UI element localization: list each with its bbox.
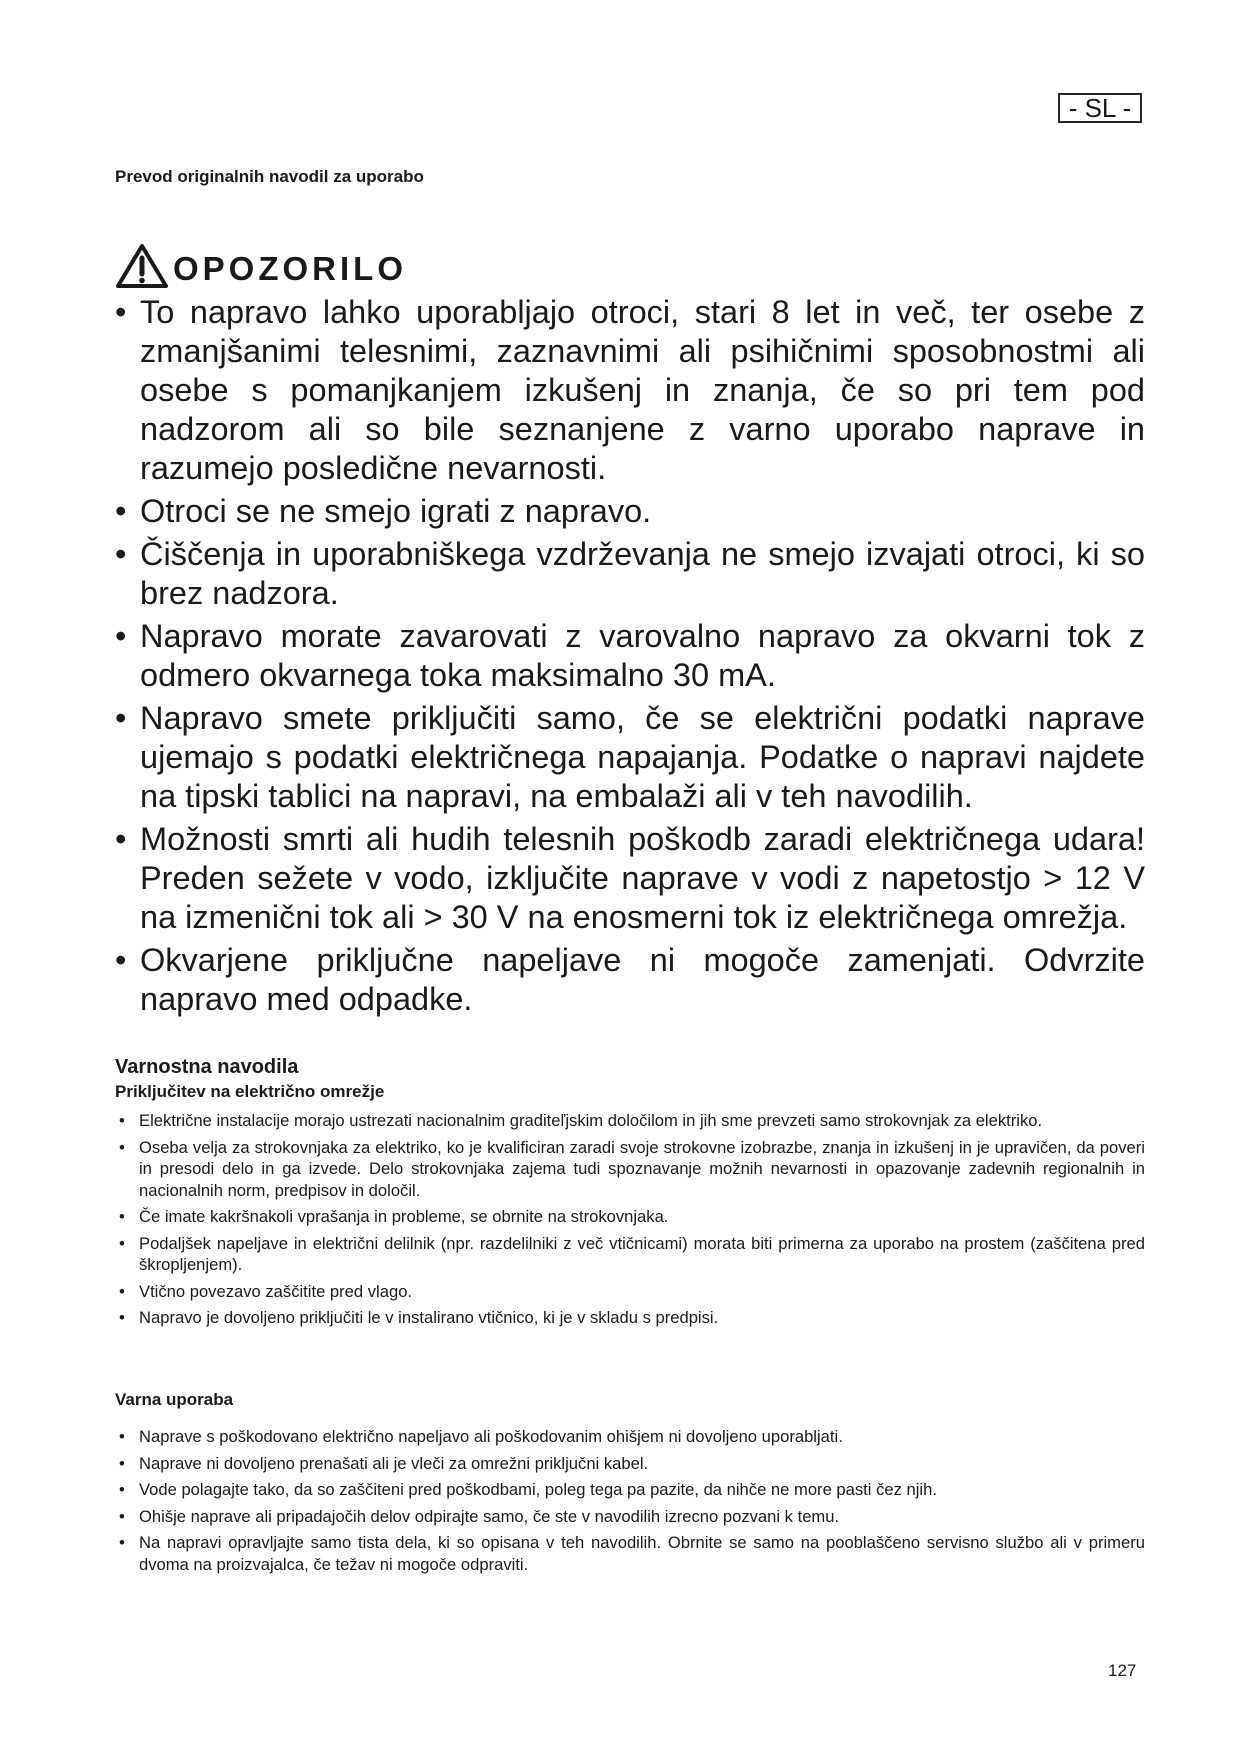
language-tag: - SL -	[1058, 93, 1142, 123]
safe-use-item: • Ohišje naprave ali pripadajočih delov odpirajte samo, če ste v navodilih izrecno pozvani k temu.	[115, 1506, 1145, 1528]
warning-title: OPOZORILO	[173, 250, 407, 287]
safety-list	[115, 1110, 1145, 1329]
safe-use-item: • Naprave s poškodovano električno napeljavo ali poškodovanim ohišjem ni dovoljeno uporabljati.	[115, 1426, 1145, 1448]
safe-use-item: • Naprave ni dovoljeno prenašati ali je vleči za omrežni priključni kabel.	[115, 1453, 1145, 1475]
warning-item: • To napravo lahko uporabljajo otroci, stari 8 let in več, ter osebe z zmanjšanimi telesnimi, zaznavnimi ali psihičnimi sposobnostmi ali osebe s pomanjkanjem izkušenj in znanja, če so pri tem pod nadzorom ali so bile seznanjene z varno uporabo naprave in razumejo posledične nevarnosti.	[115, 293, 1145, 488]
safe-use-item: • Vode polagajte tako, da so zaščiteni pred poškodbami, poleg tega pa pazite, da nihče ne more pasti čez njih.	[115, 1479, 1145, 1501]
safety-item: • Električne instalacije morajo ustrezati nacionalnim graditeľjskim določilom in jih sme prevzeti samo strokovnjak za elektriko.	[115, 1110, 1145, 1132]
safety-item: • Če imate kakršnakoli vprašanja in probleme, se obrnite na strokovnjaka.	[115, 1206, 1145, 1228]
warning-item: • Napravo morate zavarovati z varovalno napravo za okvarni tok z odmero okvarnega toka maksimalno 30 mA.	[115, 617, 1145, 695]
safety-section	[115, 1054, 1145, 1334]
safe-use-item: • Na napravi opravljajte samo tista dela, ki so opisana v teh navodilih. Obrnite se samo na pooblaščeno servisno službo ali v primeru dvoma na proizvajalca, če težav ni mogoče odpraviti.	[115, 1532, 1145, 1575]
warning-item: • Otroci se ne smejo igrati z napravo.	[115, 492, 1145, 531]
warning-item: • Možnosti smrti ali hudih telesnih poškodb zaradi električnega udara! Preden sežete v vodo, izključite naprave v vodi z napetostjo > 12 V na izmenični tok ali > 30 V na enosmerni tok iz električnega omrežja.	[115, 820, 1145, 937]
warning-item: • Čiščenja in uporabniškega vzdrževanja ne smejo izvajati otroci, ki so brez nadzora.	[115, 535, 1145, 613]
safety-subtitle: Priključitev na električno omrežje	[115, 1082, 385, 1101]
safety-item: • Oseba velja za strokovnjaka za elektriko, ko je kvalificiran zaradi svoje strokovne izobrazbe, znanja in izkušenj in je upravičen, da poveri in presodi delo in ga izvede. Delo strokovnjaka zajema tudi spoznavanje možnih nevarnosti in opazovanje zadevnih regionalnih in nacionalnih norm, predpisov in določil.	[115, 1137, 1145, 1202]
warning-heading	[115, 243, 407, 289]
safety-title: Varnostna navodila	[115, 1056, 299, 1078]
safe-use-section	[115, 1388, 1145, 1580]
warning-item: • Okvarjene priključne napeljave ni mogoče zamenjati. Odvrzite napravo med odpadke.	[115, 941, 1145, 1019]
document-subtitle: Prevod originalnih navodil za uporabo	[115, 167, 424, 186]
safe-use-title: Varna uporaba	[115, 1390, 234, 1409]
warning-item: • Napravo smete priključiti samo, če se električni podatki naprave ujemajo s podatki električnega napajanja. Podatke o napravi najdete na tipski tablici na napravi, na embalaži ali v teh navodilih.	[115, 699, 1145, 816]
warning-list	[115, 293, 1145, 1023]
warning-triangle-icon	[115, 243, 169, 289]
safe-use-list	[115, 1426, 1145, 1575]
safety-item: • Napravo je dovoljeno priključiti le v instalirano vtičnico, ki je v skladu s predpisi.	[115, 1307, 1145, 1329]
safety-item: • Vtično povezavo zaščitite pred vlago.	[115, 1281, 1145, 1303]
safety-item: • Podaljšek napeljave in električni delilnik (npr. razdelilniki z več vtičnicami) morata biti primerna za uporabo na prostem (zaščitena pred škropljenjem).	[115, 1233, 1145, 1276]
page-number: 127	[1108, 1661, 1137, 1680]
